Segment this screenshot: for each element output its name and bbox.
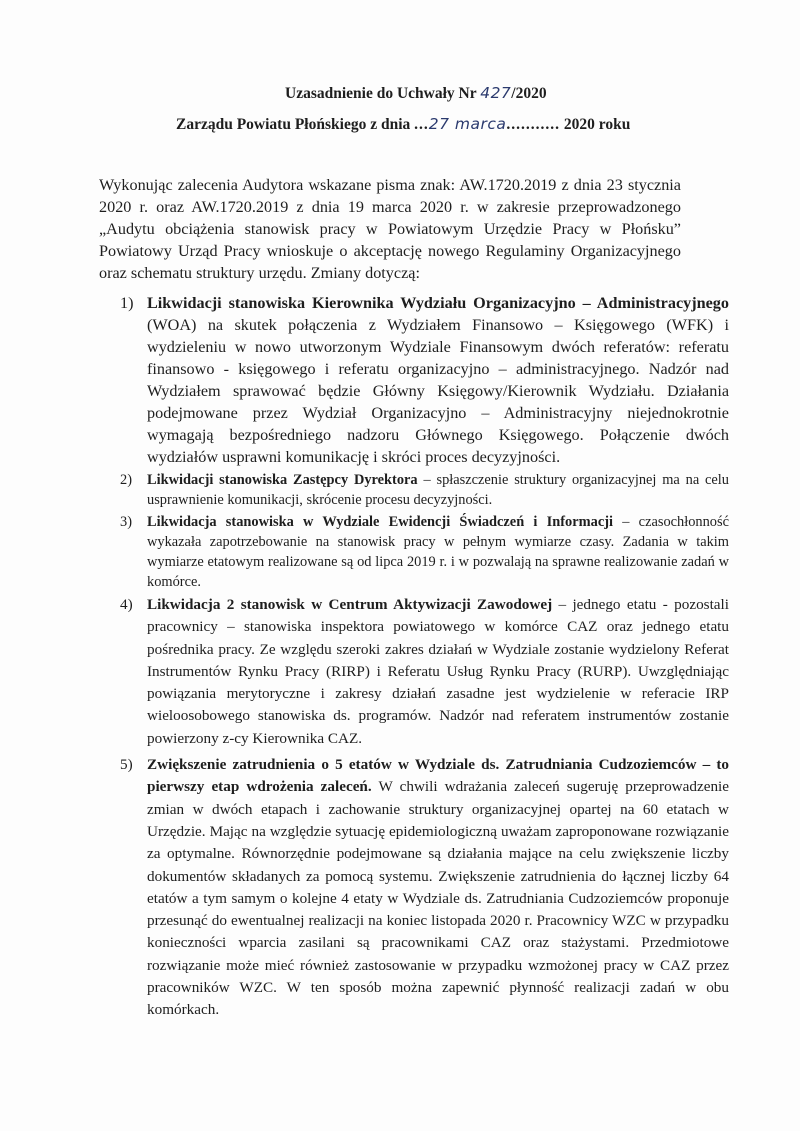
list-item-number: 5) xyxy=(120,756,133,774)
list-item-heading: Likwidacji stanowiska Kierownika Wydziału Organizacyjno – Administracyjnego xyxy=(147,294,729,312)
subtitle-prefix: Zarządu Powiatu Płońskiego z dnia xyxy=(176,116,415,133)
changes-list xyxy=(99,292,729,1022)
list-item xyxy=(99,292,729,468)
intro-paragraph: Wykonując zalecenia Audytora wskazane pisma znak: AW.1720.2019 z dnia 23 stycznia 2020 r. oraz AW.1720.2019 z dnia 19 marca 2020 r. w zakresie przeprowadzonego „Audytu obciążenia stanowisk pracy w Powiatowym Urzędzie Pracy w Płońsku” Powiatowy Urząd Pracy wnioskuje o akceptację nowego Regulaminy Organizacyjnego oraz schematu struktury urzędu. Zmiany dotyczą: xyxy=(99,176,681,282)
title-suffix: /2020 xyxy=(511,85,547,102)
list-item xyxy=(99,512,729,592)
list-item-number: 4) xyxy=(120,596,133,613)
subtitle-dots-after: ........... xyxy=(506,116,561,133)
handwritten-date: 27 marca xyxy=(428,115,507,133)
list-item-text-small: – jednego etatu - pozostali pracownicy – stanowiska inspektora powiatowego w komórce CAZ oraz jednego etatu pośrednika pracy. xyxy=(147,596,729,658)
handwritten-resolution-number: 427 xyxy=(480,84,512,102)
document-title xyxy=(285,84,547,103)
list-item-text: – spłaszczenie struktury organizacyjnej ma na celu usprawnienie komunikacji, skrócenie procesu decyzyjności. xyxy=(147,472,729,508)
subtitle-dots-before: ... xyxy=(414,116,429,133)
list-item-text: (WOA) na skutek połączenia z Wydziałem Finansowo – Księgowego (WFK) i wydzieleniu w nowo utworzonym Wydziale Finansowym dwóch referatów: referatu finansowo - księgowego i referatu organizacyjno – administracyjnego. Nadzór nad Wydziałem sprawować będzie Główny Księgowy/Kierownik Wydziału. Działania podejmowane przez Wydział Organizacyjno – Administracyjny niejednokrotnie wymagają bezpośredniego nadzoru Głównego Księgowego. Połączenie dwóch wydziałów usprawni komunikację i skróci proces decyzyjności. xyxy=(147,316,729,466)
title-prefix: Uzasadnienie do Uchwały Nr xyxy=(285,85,481,102)
list-item-number: 2) xyxy=(120,472,132,488)
list-item-heading: Zwiększenie zatrudnienia o 5 etatów w Wydziale ds. Zatrudniania Cudzoziemców – to pierwszy etap wdrożenia zaleceń. xyxy=(147,756,729,796)
list-item xyxy=(99,754,729,1022)
list-item-heading: Likwidacja stanowiska w Wydziale Ewidencji Świadczeń i Informacji xyxy=(147,514,614,530)
list-item-heading: Likwidacja 2 stanowisk w Centrum Aktywizacji Zawodowej xyxy=(147,596,553,613)
list-item-text: – czasochłonność wykazała zapotrzebowanie na stanowisk pracy w pełnym wymiarze czasy. Zadania w takim wymiarze etatowym realizowane są od lipca 2019 r. i w pozwalają na sprawne realizowanie zadań w komórce. xyxy=(147,514,729,590)
list-item-text: Ze względu szeroki zakres działań w Wydziale zostanie wydzielony Referat Instrumentów Rynku Pracy (RIRP) i Referatu Usług Rynku Pracy (RURP). Uwzględniając powiązania merytoryczne i zakresy działań zasadne jest wydzielenie w referacie IRP wieloosobowego stanowiska ds. programów. Nadzór nad referatem instrumentów zostanie powierzony z-cy Kierownika CAZ. xyxy=(147,640,729,747)
list-item-number: 3) xyxy=(120,514,132,530)
list-item xyxy=(99,470,729,510)
list-item-heading: Likwidacji stanowiska Zastępcy Dyrektora xyxy=(147,472,418,488)
list-item xyxy=(99,594,729,750)
subtitle-suffix: 2020 roku xyxy=(560,116,631,133)
document-subtitle xyxy=(176,115,630,134)
list-item-number: 1) xyxy=(120,294,134,312)
list-item-text: W chwili wdrażania zaleceń sugeruję przeprowadzenie zmian w dwóch etapach i zachowanie struktury organizacyjnej opartej na 60 etatach w Urzędzie. Mając na względzie sytuację epidemiologiczną uważam zaproponowane rozwiązanie za optymalne. Równorzędnie podejmowane są działania mające na celu zwiększenie liczby dokumentów składanych za pomocą systemu. Zwiększenie zatrudnienia do łącznej liczby 64 etatów a tym samym o kolejne 4 etaty w Wydziale ds. Zatrudniania Cudzoziemców proponuje przesunąć do ewentualnej realizacji na koniec listopada 2020 r. Pracownicy WZC w przypadku konieczności wparcia zasilani są pracownikami CAZ oraz stażystami. Przedmiotowe rozwiązanie może mieć również zastosowanie w przypadku wzmożonej pracy w CAZ przez pracowników WZC. W ten sposób można zapewnić płynność realizacji zadań w obu komórkach. xyxy=(147,778,729,1019)
